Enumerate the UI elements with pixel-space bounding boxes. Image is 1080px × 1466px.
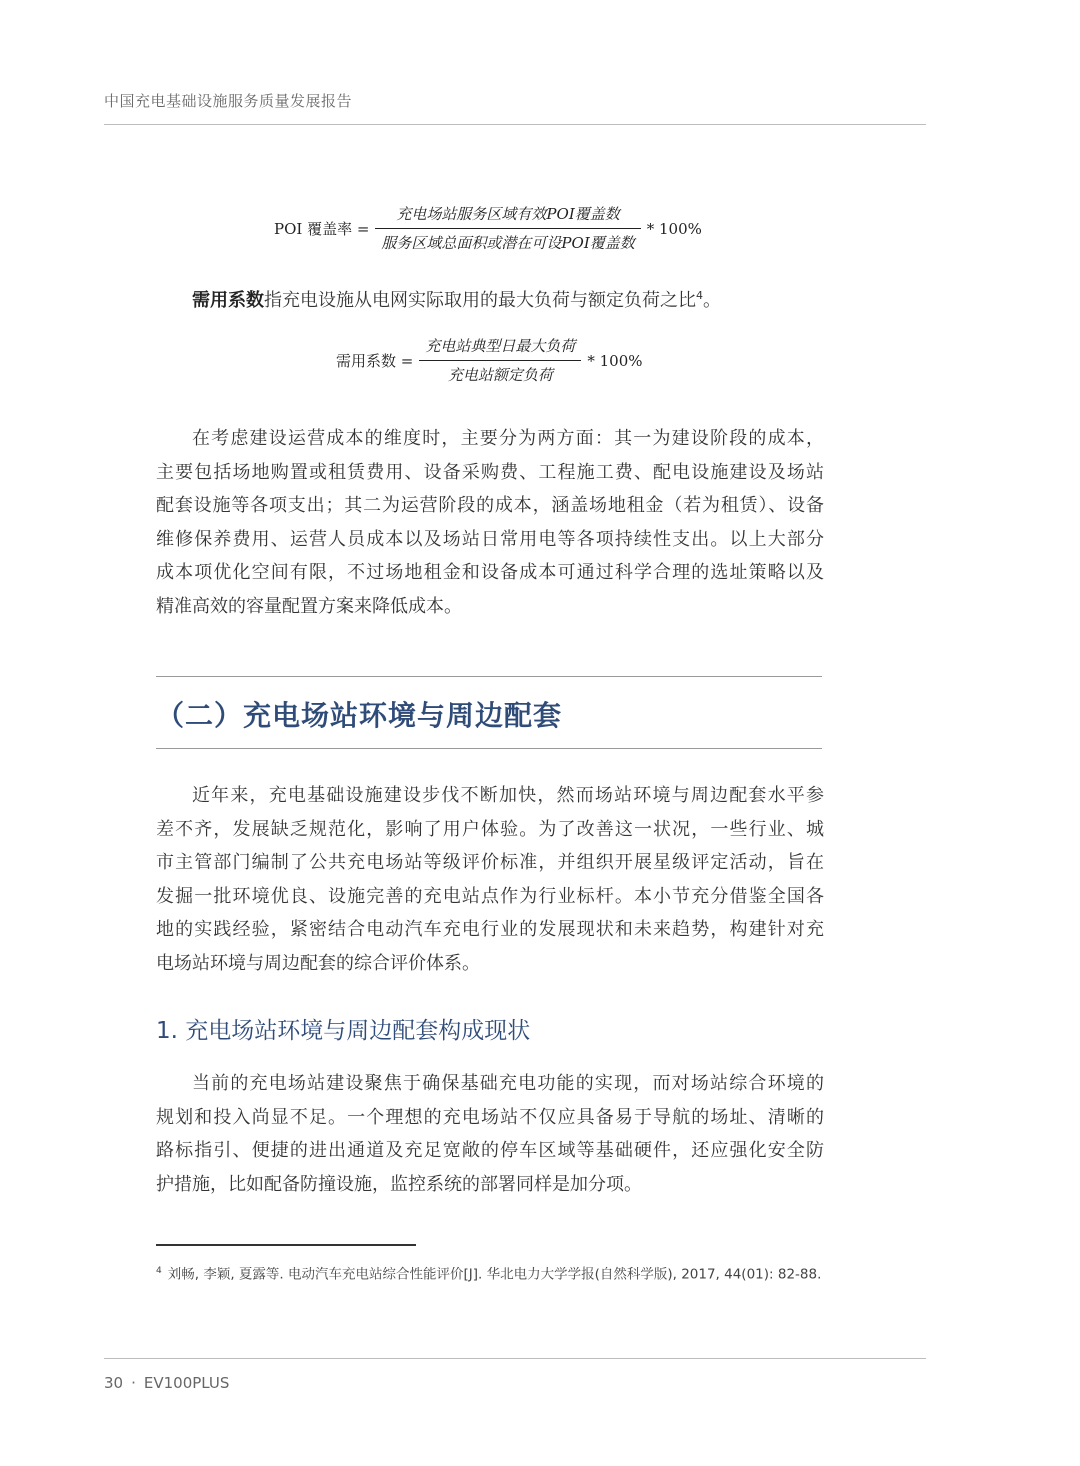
paragraph-line: 成本项优化空间有限，不过场地租金和设备成本可通过科学合理的选址策略以及	[156, 562, 824, 583]
page-number: 30	[104, 1374, 124, 1392]
intro-paragraph	[156, 779, 824, 980]
paragraph-line: 在考虑建设运营成本的维度时，主要分为两方面：其一为建设阶段的成本，	[192, 428, 824, 449]
fraction-bar	[419, 360, 581, 361]
footer-separator: ·	[131, 1374, 136, 1392]
fraction-bar	[375, 228, 640, 229]
paragraph-line: 路标指引、便捷的进出通道及充足宽敞的停车区域等基础硬件，还应强化安全防	[156, 1140, 824, 1161]
formula-fraction	[375, 204, 640, 253]
paragraph-line: 护措施，比如配备防撞设施，监控系统的部署同样是加分项。	[156, 1173, 642, 1195]
paragraph-line: 主要包括场地购置或租赁费用、设备采购费、工程施工费、配电设施建设及场站	[156, 461, 824, 483]
status-paragraph	[156, 1067, 824, 1201]
demand-coefficient-formula	[336, 336, 643, 385]
footnote-divider	[156, 1244, 416, 1246]
subsection-title: 1. 充电场站环境与周边配套构成现状	[156, 1018, 531, 1044]
formula-denominator: 服务区域总面积或潜在可设POI覆盖数	[381, 234, 635, 252]
footer-divider	[104, 1358, 926, 1359]
formula-denominator: 充电站额定负荷	[447, 366, 553, 384]
section-title: （二）充电场站环境与周边配套	[156, 699, 563, 732]
paragraph-line: 当前的充电场站建设聚焦于确保基础充电功能的实现，而对场站综合环境的	[192, 1073, 824, 1094]
section-rule-bottom	[156, 748, 822, 749]
poi-coverage-formula	[274, 204, 702, 253]
cost-paragraph	[156, 422, 824, 623]
formula-numerator: 充电场站服务区域有效POI覆盖数	[396, 205, 620, 223]
paragraph-line: 差不齐，发展缺乏规范化，影响了用户体验。为了改善这一状况，一些行业、城	[156, 818, 824, 840]
paragraph-line: 精准高效的容量配置方案来降低成本。	[156, 595, 462, 617]
header-divider	[104, 124, 926, 125]
footnote-mark: 4	[156, 1266, 162, 1276]
formula-fraction	[419, 336, 581, 385]
definition-end: 。	[703, 290, 721, 311]
paragraph-line: 电场站环境与周边配套的综合评价体系。	[156, 952, 480, 974]
paragraph-line: 地的实践经验，紧密结合电动汽车充电行业的发展现状和未来趋势，构建针对充	[156, 919, 824, 940]
definition-text: 指充电设施从电网实际取用的最大负荷与额定负荷之比	[264, 290, 696, 311]
paragraph-line: 市主管部门编制了公共充电场站等级评价标准，并组织开展星级评定活动，旨在	[156, 852, 824, 873]
paragraph-line: 发掘一批环境优良、设施完善的充电站点作为行业标杆。本小节充分借鉴全国各	[156, 885, 824, 907]
footnote-reference[interactable]: 4	[696, 289, 703, 302]
formula-lhs: 需用系数 =	[336, 352, 414, 370]
formula-numerator: 充电站典型日最大负荷	[425, 337, 576, 355]
footnote-text: 刘畅, 李颖, 夏露等. 电动汽车充电站综合性能评价[J]. 华北电力大学学报(自然科学版), 2017, 44(01): 82-88.	[167, 1266, 822, 1283]
formula-lhs: POI 覆盖率 =	[274, 220, 370, 238]
paragraph-line: 规划和投入尚显不足。一个理想的充电场站不仅应具备易于导航的场址、清晰的	[156, 1106, 824, 1128]
page-footer	[104, 1374, 229, 1392]
footnote	[156, 1260, 836, 1286]
formula-rhs: * 100%	[646, 219, 702, 238]
running-header: 中国充电基础设施服务质量发展报告	[104, 92, 353, 110]
section-rule-top	[156, 676, 822, 677]
demand-coefficient-definition	[192, 286, 721, 312]
paragraph-line: 配套设施等各项支出；其二为运营阶段的成本，涵盖场地租金（若为租赁）、设备	[156, 495, 824, 516]
definition-term: 需用系数	[192, 290, 264, 311]
formula-rhs: * 100%	[587, 351, 643, 370]
paragraph-line: 近年来，充电基础设施建设步伐不断加快，然而场站环境与周边配套水平参	[192, 785, 824, 806]
paragraph-line: 维修保养费用、运营人员成本以及场站日常用电等各项持续性支出。以上大部分	[156, 528, 824, 550]
footer-brand: EV100PLUS	[143, 1374, 230, 1392]
